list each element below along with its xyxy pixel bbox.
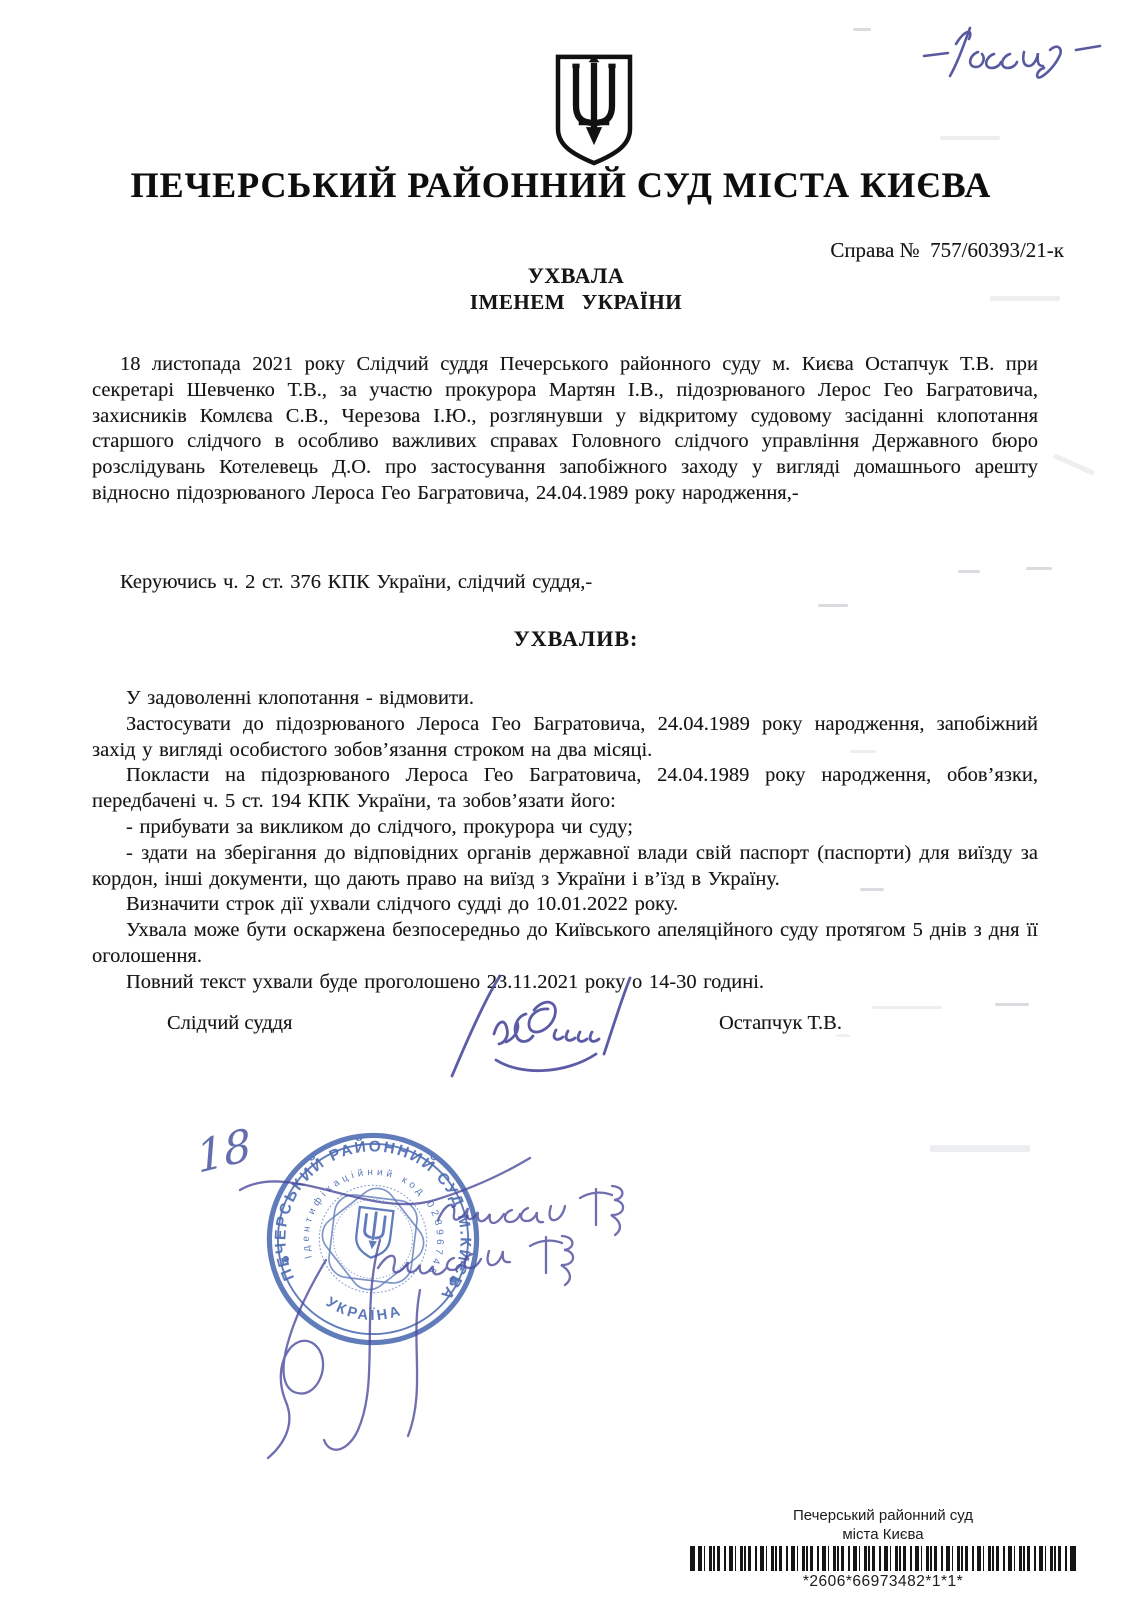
handwritten-note [918, 22, 1118, 92]
barcode-value: *2606*66973482*1*1* [802, 1573, 964, 1590]
scan-artifact [818, 604, 848, 607]
scan-artifact [940, 136, 1000, 140]
ruling-item: Застосувати до підозрюваного Лероса Гео Багратовича, 24.04.1989 року народження, запобіжний захід у вигляді особистого зобов’язання строком на два місяці. [92, 712, 1038, 761]
scan-artifact [836, 1034, 850, 1037]
handwritten-date: 18 [194, 1119, 254, 1184]
guided-by-line: Керуючись ч. 2 ст. 376 КПК України, слідчий суддя,- [120, 571, 593, 593]
document-title: УХВАЛА [527, 263, 625, 288]
ruling-item: Повний текст ухвали буде проголошено 23.11.2021 року о 14-30 годині. [126, 970, 765, 993]
scan-artifact [1026, 567, 1052, 570]
stamp-country-text: УКРАЇНА [323, 1294, 405, 1325]
signature-role-label: Слідчий суддя [167, 1012, 293, 1034]
judge-name: Остапчук Т.В. [719, 1012, 842, 1034]
stamp-code-text: Ідентифікаційний код 02896745 [300, 1166, 446, 1276]
scan-artifact [860, 888, 884, 891]
handwriting-overlay [230, 1140, 740, 1470]
footer-court-line2: міста Києва [842, 1526, 924, 1543]
document-subtitle: ІМЕНЕМ УКРАЇНИ [469, 290, 683, 314]
scan-artifact [930, 1145, 1030, 1152]
ruling-item: - прибувати за викликом до слідчого, прокурора чи суду; [126, 815, 633, 838]
ukraine-trident-emblem-icon [549, 50, 639, 170]
scan-artifact [853, 28, 871, 31]
scan-artifact [958, 570, 980, 573]
case-number: Справа № 757/60393/21-к [830, 238, 1064, 262]
ruling-item: - здати на зберігання до відповідних органів державної влади свій паспорт (паспорти) для виїзду за кордон, інші документи, що дають право на виїзд з України і в’їзд в Україну. [92, 841, 1038, 890]
ruling-item: У задоволенні клопотання - відмовити. [126, 687, 475, 709]
footer-block [690, 1506, 1076, 1591]
rulings-block [92, 686, 1038, 996]
intro-paragraph: 18 листопада 2021 року Слідчий суддя Печерського районного суду м. Києва Остапчук Т.В. при секретарі Шевченко Т.В., за участю прокурора Мартян І.В., підозрюваного Лерос Гео Багратовича, захисників Комлєва С.В., Черезова І.Ю., розглянувши у відкритому судовому засіданні клопотання старшого слідчого в особливо важливих справах Головного слідчого управління Державного бюро розслідувань Котелевець Д.О. про застосування запобіжного заходу у вигляді домашнього арешту відносно підозрюваного Лероса Гео Багратовича, 24.04.1989 року народження,- [92, 353, 1038, 504]
resolved-heading: УХВАЛИВ: [513, 626, 639, 651]
stamp-ring-text: ПЕЧЕРСЬКИЙ РАЙОННИЙ СУД М.КИЄВА [272, 1138, 474, 1304]
scan-artifact [995, 1003, 1029, 1006]
scan-artifact [850, 750, 876, 753]
footer-court-line1: Печерський районний суд [792, 1507, 974, 1524]
court-name-heading: ПЕЧЕРСЬКИЙ РАЙОННИЙ СУД МІСТА КИЄВА [130, 165, 992, 205]
judge-signature-handwriting [438, 968, 648, 1086]
ruling-item: Покласти на підозрюваного Лероса Гео Багратовича, 24.04.1989 року народження, обов’язки, передбачені ч. 5 ст. 194 КПК України, та зобов’язати його: [92, 764, 1038, 813]
scan-artifact [990, 296, 1060, 301]
scan-artifact [872, 1006, 942, 1009]
barcode [690, 1546, 1076, 1571]
ruling-item: Визначити строк дії ухвали слідчого судді до 10.01.2022 року. [126, 893, 679, 916]
ruling-item: Ухвала може бути оскаржена безпосередньо до Київського апеляційного суду протягом 5 днів з дня її оголошення. [92, 919, 1038, 967]
scan-artifact [1053, 453, 1095, 475]
